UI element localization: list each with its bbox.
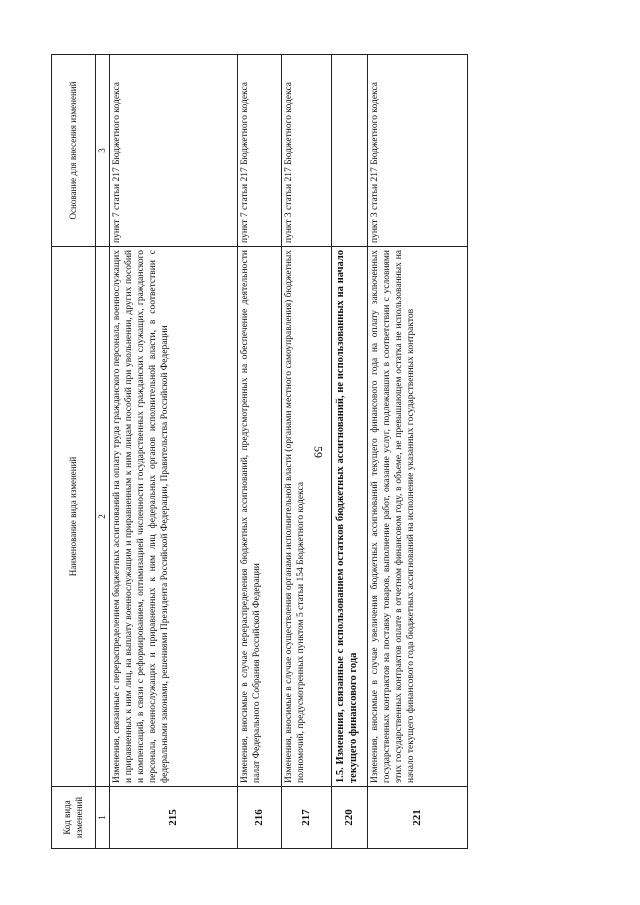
row-code: 221 (368, 787, 468, 849)
row-text: Изменения, вносимые в случае перераспределения бюджетных ассигнований, предусмотренных на обеспечение деятельности палат Федерального Собрания Российской Федерации (238, 247, 282, 787)
changes-table (51, 54, 468, 849)
row-text: Изменения, связанные с перераспределением бюджетных ассигнований на оплату труда гражданского персонала, военнослужащих и приравненных к ним лиц, на выплату военнослужащим и приравненным к ним лицам пособий при увольнении, других пособий и компенсаций, в связи с реформированием, оптимизацией численности государственных гражданских служащих, гражданского персонала, военнослужащих и приравненных к ним лиц федеральных органов исполнительной власти, в соответствии с федеральными законами, решениями Президента Российской Федерации, Правительства Российской Федерации (110, 247, 238, 787)
column-number-row (96, 55, 110, 849)
column-number: 3 (96, 55, 110, 247)
row-code: 217 (282, 787, 332, 849)
row-code: 220 (332, 787, 368, 849)
header-name: Наименование вида изменений (52, 247, 96, 787)
table-row (282, 55, 332, 849)
row-basis: пункт 3 статьи 217 Бюджетного кодекса (368, 55, 468, 247)
table-row (332, 55, 368, 849)
section-heading: 1.5. Изменения, связанные с использованием остатков бюджетных ассигнований, не использованных на начало текущего финансового года (332, 247, 368, 787)
column-number: 1 (96, 787, 110, 849)
page-number: 59 (311, 446, 326, 458)
table-row (238, 55, 282, 849)
row-basis: пункт 7 статьи 217 Бюджетного кодекса (110, 55, 238, 247)
header-row (52, 55, 96, 849)
row-basis (332, 55, 368, 247)
row-code: 215 (110, 787, 238, 849)
row-basis: пункт 3 статьи 217 Бюджетного кодекса (282, 55, 332, 247)
table-row (110, 55, 238, 849)
row-basis: пункт 7 статьи 217 Бюджетного кодекса (238, 55, 282, 247)
table-row (368, 55, 468, 849)
header-basis: Основание для внесения изменений (52, 55, 96, 247)
changes-table-wrapper (51, 55, 469, 849)
header-code: Код вида изменений (52, 787, 96, 849)
row-text: Изменения, вносимые в случае осуществления органами исполнительной власти (органами местного самоуправления) бюджетных полномочий, предусмотренных пунктом 5 статьи 154 Бюджетного кодекса (282, 247, 332, 787)
row-code: 216 (238, 787, 282, 849)
row-text: Изменения, вносимые в случае увеличения бюджетных ассигнований текущего финансового года на оплату заключенных государственных контрактов на поставку товаров, выполнение работ, оказание услуг, подлежавших в соответствии с условиями этих государственных контрактов оплате в отчетном финансовом году, в объеме, не превышающем остатка не использованных на начало текущего финансового года бюджетных ассигнований на исполнение указанных государственных контрактов (368, 247, 468, 787)
column-number: 2 (96, 247, 110, 787)
